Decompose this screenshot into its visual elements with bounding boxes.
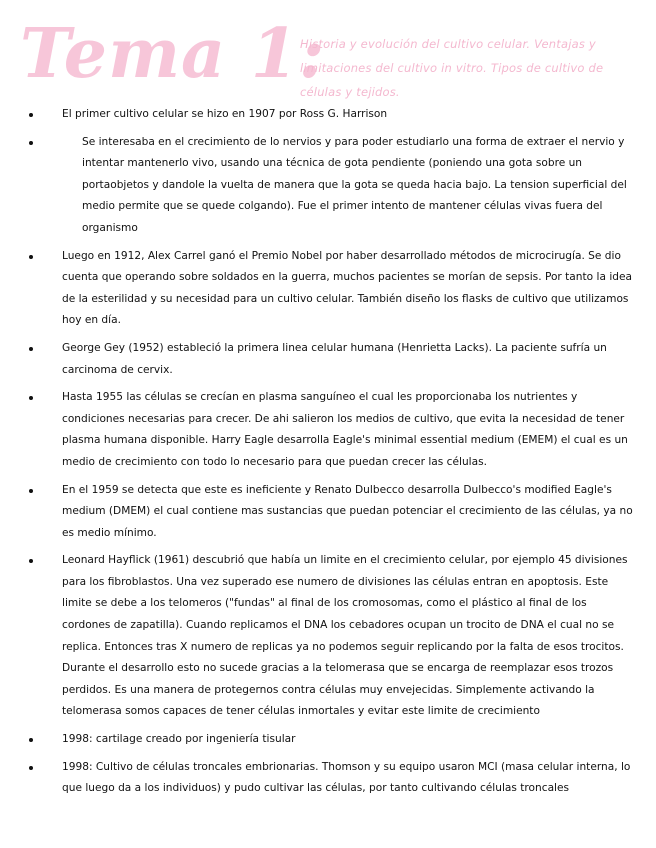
list-item-text: Se interesaba en el crecimiento de lo nervios y para poder estudiarlo una forma de extraer el nervio y intentar mantenerlo vivo, usando una técnica de gota pendiente (poniendo una gota sobre un portaobjetos y dandole la vuelta de manera que la gota se queda hacia bajo. La tension superficial del medio permite que se quede colgando). Fue el primer intento de mantener células vivas fuera del organismo [82, 135, 627, 234]
list-item [0, 338, 656, 381]
bullet-list [0, 104, 656, 800]
bullet-icon [29, 113, 33, 117]
list-item-text: El primer cultivo celular se hizo en 1907 por Ross G. Harrison [62, 108, 388, 120]
list-item [0, 387, 656, 473]
list-item [0, 104, 656, 126]
list-item-text: 1998: Cultivo de células troncales embrionarias. Thomson y su equipo usaron MCI (masa celular interna, lo que luego da a los individuos) y pudo cultivar las células, por tanto cultivando células troncales [62, 760, 631, 795]
page-title: Tema 1: [20, 14, 326, 94]
bullet-icon [29, 559, 33, 563]
list-item-text: Leonard Hayflick (1961) descubrió que había un limite en el crecimiento celular, por ejemplo 45 divisiones para los fibroblastos. Una vez superado ese numero de divisiones las células entran en apoptosis. Este limite se debe a los telomeros ("fundas" al final de los cromosomas, como el plástico al final de los cordones de zapatilla). Cuando replicamos el DNA los cebadores ocupan un trocito de DNA el cual no se replica. Entonces tras X numero de replicas ya no podemos seguir replicando por la falta de esos trocitos. Durante el desarrollo esto no sucede gracias a la telomerasa que se encarga de reemplazar esos trozos perdidos. Es una manera de protegernos contra células muy envejecidas. Simplemente activando la telomerasa somos capaces de tener células inmortales y evitar este limite de crecimiento [62, 554, 628, 718]
list-item [0, 480, 656, 545]
bullet-icon [29, 766, 33, 770]
bullet-icon [29, 347, 33, 351]
bullet-icon [29, 255, 33, 259]
bullet-icon [29, 141, 33, 145]
list-item [0, 246, 656, 332]
list-item-text: En el 1959 se detecta que este es ineficiente y Renato Dulbecco desarrolla Dulbecco's modified Eagle's medium (DMEM) el cual contiene mas sustancias que puedan potenciar el crecimiento de las células, ya no es medio mínimo. [62, 483, 633, 539]
list-item [0, 757, 656, 800]
list-item-text: Luego en 1912, Alex Carrel ganó el Premio Nobel por haber desarrollado métodos de microcirugía. Se dio cuenta que operando sobre soldados en la guerra, muchos pacientes se morían de sepsis. Por tanto la idea de la esterilidad y su necesidad para un cultivo celular. También diseño los flasks de cultivo que utilizamos hoy en día. [62, 249, 632, 327]
list-item-text: George Gey (1952) estableció la primera linea celular humana (Henrietta Lacks). La paciente sufría un carcinoma de cervix. [62, 341, 607, 376]
bullet-icon [29, 738, 33, 742]
header [16, 14, 646, 100]
list-item [0, 550, 656, 723]
bullet-icon [29, 396, 33, 400]
list-item-text: 1998: cartilage creado por ingeniería tisular [62, 733, 296, 746]
list-item-text: Hasta 1955 las células se crecían en plasma sanguíneo el cual les proporcionaba los nutrientes y condiciones necesarias para crecer. De ahi salieron los medios de cultivo, que evita la necesidad de tener plasma humana disponible. Harry Eagle desarrolla Eagle's minimal essential medium (EMEM) el cual es un medio de crecimiento con todo lo necesario para que puedan crecer las células. [62, 391, 628, 468]
list-item [0, 132, 656, 240]
list-item [0, 729, 656, 751]
page-subtitle: Historia y evolución del cultivo celular. Ventajas y limitaciones del cultivo in vitro. Tipos de cultivo de células y tejidos. [300, 37, 604, 99]
bullet-icon [29, 489, 33, 493]
